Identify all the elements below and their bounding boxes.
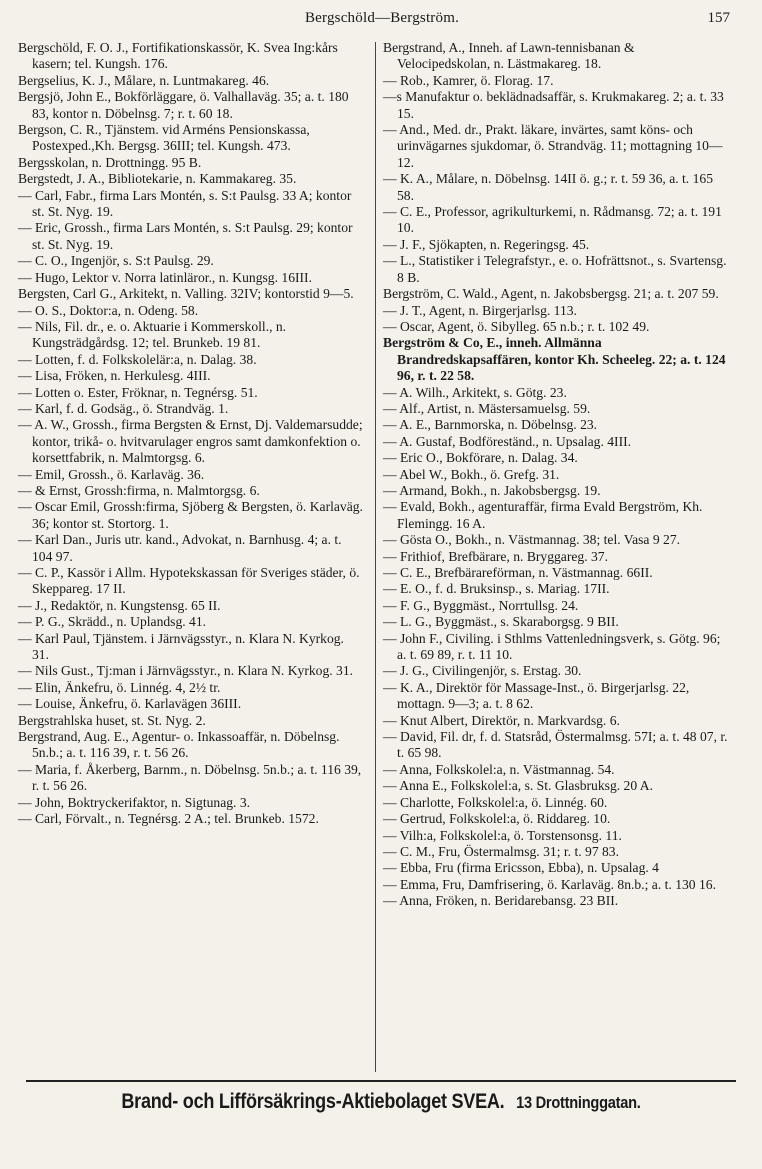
directory-entry: — Frithiof, Brefbärare, n. Bryggareg. 37.	[383, 548, 608, 564]
directory-entry: — Rob., Kamrer, ö. Florag. 17.	[383, 72, 554, 88]
directory-entry: — C. E., Professor, agrikulturkemi, n. Rådmansg. 72; a. t. 191 10.	[383, 204, 722, 236]
directory-entry: — A. W., Grossh., firma Bergsten & Ernst, Dj. Valdemarsudde; kontor, trikå- o. hvitvarulager engros samt damkonfektion o. korsettfabrik, n. Malmtorgsg. 6.	[18, 417, 363, 466]
advertisement-footer	[71, 1090, 692, 1114]
directory-entry: — Lotten o. Ester, Fröknar, n. Tegnérsg. 51.	[18, 384, 258, 400]
directory-entry: — L., Statistiker i Telegrafstyr., e. o. Hofrättsnot., s. Svartensg. 8 B.	[383, 253, 727, 285]
running-title: Bergschöld—Bergström.	[304, 10, 460, 26]
directory-entry: Bergström & Co, E., inneh. Allmänna Brandredskapsaffären, kontor Kh. Scheeleg. 22; a. t. 124 96, r. t. 22 58.	[383, 335, 726, 384]
directory-entry: — Nils, Fil. dr., e. o. Aktuarie i Kommerskoll., n. Kungsträdgårdsg. 12; tel. Brunkeb. 19 81.	[18, 318, 287, 351]
directory-entry: — C. M., Fru, Östermalmsg. 31; r. t. 97 83.	[383, 843, 620, 859]
directory-entry: — C. O., Ingenjör, s. S:t Paulsg. 29.	[18, 253, 214, 269]
directory-entry: — Oscar, Agent, ö. Sibylleg. 65 n.b.; r. t. 102 49.	[383, 318, 650, 334]
directory-entry: — Karl, f. d. Godsäg., ö. Strandväg. 1.	[18, 400, 229, 416]
directory-entry: — Elin, Änkefru, ö. Linnég. 4, 2½ tr.	[18, 679, 221, 695]
directory-entry: — Abel W., Bokh., ö. Grefg. 31.	[383, 466, 560, 482]
directory-entry: — C. P., Kassör i Allm. Hypotekskassan för Sveriges städer, ö. Skeppareg. 17 II.	[18, 565, 360, 597]
directory-entry: — Anna E., Folkskolel:a, s. St. Glasbruksg. 20 A.	[383, 778, 653, 794]
directory-entry: — Lisa, Fröken, n. Herkulesg. 4III.	[18, 368, 211, 384]
directory-entry: —s Manufaktur o. beklädnadsaffär, s. Krukmakareg. 2; a. t. 33 15.	[383, 89, 724, 121]
directory-entry: — J. F., Sjökapten, n. Regeringsg. 45.	[383, 236, 590, 252]
directory-entry: — Armand, Bokh., n. Jakobsbergsg. 19.	[383, 482, 601, 498]
directory-entry: Bergström, C. Wald., Agent, n. Jakobsbergsg. 21; a. t. 207 59.	[383, 286, 719, 302]
directory-entry: — Vilh:a, Folkskolel:a, ö. Torstensonsg. 11.	[383, 827, 622, 843]
directory-entry: — Maria, f. Åkerberg, Barnm., n. Döbelnsg. 5n.b.; a. t. 116 39, r. t. 56 26.	[18, 761, 362, 794]
directory-entry: — David, Fil. dr, f. d. Statsråd, Östermalmsg. 57I; a. t. 48 07, r. t. 65 98.	[383, 729, 728, 761]
directory-entry: — Knut Albert, Direktör, n. Markvardsg. 6.	[383, 712, 620, 728]
directory-entry: — K. A., Målare, n. Döbelnsg. 14II ö. g.; r. t. 59 36, a. t. 165 58.	[383, 171, 713, 203]
directory-entry: — Louise, Änkefru, ö. Karlavägen 36III.	[18, 696, 242, 712]
directory-entry: — Eric O., Bokförare, n. Dalag. 34.	[383, 450, 578, 466]
directory-entry: — Anna, Fröken, n. Beridarebansg. 23 BII.	[383, 893, 619, 909]
directory-entry: — Charlotte, Folkskolel:a, ö. Linnég. 60.	[383, 794, 608, 810]
directory-entry: Bergsten, Carl G., Arkitekt, n. Valling. 32IV; kontorstid 9—5.	[18, 286, 354, 302]
directory-entry: — Oscar Emil, Grossh:firma, Sjöberg & Bergsten, ö. Karlaväg. 36; kontor st. Stortorg. 1.	[18, 499, 363, 531]
directory-entry: — A. E., Barnmorska, n. Döbelnsg. 23.	[383, 417, 598, 433]
directory-entry: — Anna, Folkskolel:a, n. Västmannag. 54.	[383, 761, 615, 777]
directory-entry: Bergstrand, A., Inneh. af Lawn-tennisbanan & Velocipedskolan, n. Lästmakareg. 18.	[383, 40, 635, 72]
directory-entry: — L. G., Byggmäst., s. Skaraborgsg. 9 BII.	[383, 614, 619, 630]
directory-entry: — Eric, Grossh., firma Lars Montén, s. S:t Paulsg. 29; kontor st. St. Nyg. 19.	[18, 220, 353, 252]
directory-entry: — O. S., Doktor:a, n. Odeng. 58.	[18, 302, 199, 318]
directory-entry: Bergson, C. R., Tjänstem. vid Arméns Pensionskassa, Postexped.,Kh. Bergsg. 36III; tel. Kungsh. 473.	[18, 122, 310, 154]
directory-entry: — Karl Dan., Juris utr. kand., Advokat, n. Barnhusg. 4; a. t. 104 97.	[18, 532, 342, 564]
directory-entry: — Carl, Fabr., firma Lars Montén, s. S:t Paulsg. 33 A; kontor st. St. Nyg. 19.	[18, 187, 352, 220]
directory-entry: Bergstedt, J. A., Bibliotekarie, n. Kammakareg. 35.	[18, 171, 297, 187]
directory-entry: — Alf., Artist, n. Mästersamuelsg. 59.	[383, 400, 591, 416]
directory-entry: — J. T., Agent, n. Birgerjarlsg. 113.	[383, 302, 577, 318]
directory-entry: Bergsjö, John E., Bokförläggare, ö. Valhallaväg. 35; a. t. 180 83, kontor n. Döbelnsg. 7; r. t. 60 18.	[18, 89, 349, 121]
directory-entry: — Evald, Bokh., agenturaffär, firma Evald Bergström, Kh. Flemingg. 16 A.	[383, 499, 703, 531]
directory-entry: Bergstrand, Aug. E., Agentur- o. Inkassoaffär, n. Döbelnsg. 5n.b.; a. t. 116 39, r. t. 56 26.	[18, 729, 340, 761]
directory-entry: — John F., Civiling. i Sthlms Vattenledningsverk, s. Götg. 96; a. t. 69 89, r. t. 11 10.	[383, 630, 721, 663]
right-column	[383, 40, 728, 910]
directory-entry: — Nils Gust., Tj:man i Järnvägsstyr., n. Klara N. Kyrkog. 31.	[18, 663, 354, 679]
directory-entry: Bergsskolan, n. Drottningg. 95 B.	[18, 154, 202, 170]
directory-entry: — A. Wilh., Arkitekt, s. Götg. 23.	[383, 384, 567, 400]
directory-entry: — J., Redaktör, n. Kungstensg. 65 II.	[18, 597, 221, 613]
footer-divider	[26, 1080, 736, 1082]
directory-entry: — P. G., Skrädd., n. Uplandsg. 41.	[18, 614, 207, 630]
advertisement-address: 13 Drottninggatan.	[516, 1093, 641, 1112]
directory-entry: Bergschöld, F. O. J., Fortifikationskassör, K. Svea Ing:kårs kasern; tel. Kungsh. 176.	[18, 40, 338, 72]
column-divider	[375, 42, 376, 1072]
directory-entry: — Lotten, f. d. Folkskolelär:a, n. Dalag. 38.	[18, 351, 257, 367]
directory-entry: Bergstrahlska huset, st. St. Nyg. 2.	[18, 712, 206, 728]
directory-entry: — Karl Paul, Tjänstem. i Järnvägsstyr., n. Klara N. Kyrkog. 31.	[18, 630, 344, 663]
directory-entry: — John, Boktryckerifaktor, n. Sigtunag. 3.	[18, 794, 251, 810]
page-header	[22, 10, 742, 36]
page-number: 157	[707, 10, 730, 26]
directory-entry: — A. Gustaf, Bodföreständ., n. Upsalag. 4III.	[383, 433, 632, 449]
directory-entry: — & Ernst, Grossh:firma, n. Malmtorgsg. 6.	[18, 482, 260, 498]
directory-entry: — J. G., Civilingenjör, s. Erstag. 30.	[383, 663, 582, 679]
directory-entry: — Gertrud, Folkskolel:a, ö. Riddareg. 10.	[383, 811, 611, 827]
advertisement-company: Brand- och Lifförsäkrings-Aktiebolaget SVEA.	[121, 1090, 505, 1113]
directory-entry: — And., Med. dr., Prakt. läkare, invärtes, samt köns- och urinvägarnes sjukdomar, ö. Strandväg. 11; mottagning 10—12.	[383, 122, 723, 170]
directory-entry: — C. E., Brefbärareförman, n. Västmannag. 66II.	[383, 565, 653, 580]
left-column	[18, 40, 363, 828]
directory-entry: — Emil, Grossh., ö. Karlaväg. 36.	[18, 466, 205, 482]
directory-entry: — Gösta O., Bokh., n. Västmannag. 38; tel. Vasa 9 27.	[383, 532, 681, 548]
directory-entry: — F. G., Byggmäst., Norrtullsg. 24.	[383, 597, 579, 613]
directory-entry: — K. A., Direktör för Massage-Inst., ö. Birgerjarlsg. 22, mottagn. 9—3; a. t. 8 62.	[383, 679, 690, 712]
directory-entry: — Ebba, Fru (firma Ericsson, Ebba), n. Upsalag. 4	[383, 860, 659, 876]
directory-entry: — E. O., f. d. Bruksinsp., s. Mariag. 17II.	[383, 581, 610, 597]
directory-entry: — Carl, Förvalt., n. Tegnérsg. 2 A.; tel. Brunkeb. 1572.	[18, 811, 319, 827]
directory-entry: Bergselius, K. J., Målare, n. Luntmakareg. 46.	[18, 72, 270, 88]
directory-entry: — Emma, Fru, Damfrisering, ö. Karlaväg. 8n.b.; a. t. 130 16.	[383, 876, 716, 892]
directory-entry: — Hugo, Lektor v. Norra latinläror., n. Kungsg. 16III.	[18, 269, 312, 285]
